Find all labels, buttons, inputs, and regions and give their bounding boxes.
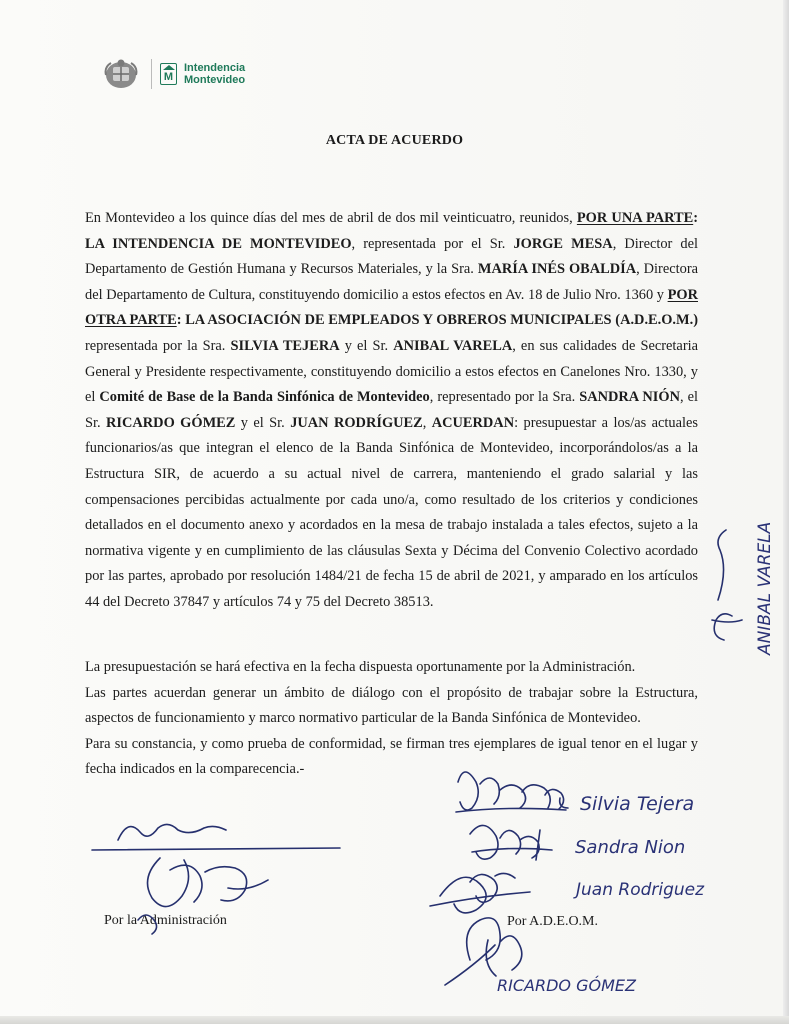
paragraph-dialogue: Las partes acuerdan generar un ámbito de diálogo con el propósito de trabajar sobre la Estructura, aspectos de funcionamiento y marco normativo particular de la Banda Sinfónica de Montevideo. [85,684,698,727]
sandra-handwritten-name: Sandra Nion [575,837,686,858]
logo-divider [151,59,152,89]
anibal-handwritten-name: ANIBAL VARELA [755,521,775,655]
paragraph-effective-date: La presupuestación se hará efectiva en la fecha dispuesta oportunamente por la Administración. [85,659,636,675]
letterhead [103,57,245,91]
document-title: ACTA DE ACUERDO [325,133,464,148]
agreement-closing [85,655,698,783]
montevideo-coat-of-arms-icon [103,57,139,91]
administration-caption: Por la Administración [104,913,227,928]
juan-handwritten-name: Juan Rodriguez [576,880,705,900]
adeom-caption: Por A.D.E.O.M. [507,914,599,929]
intendencia-logo-icon: M [160,63,177,85]
page-edge-shadow [783,0,789,1024]
paragraph-parties: En Montevideo a los quince días del mes de abril de dos mil veinticuatro, reunidos, POR UNA PARTE: LA INTENDENCIA DE MONTEVIDEO, representada por el Sr. JORGE MESA, Director del Departamento de Gestión Humana y Recursos Materiales, y la Sra. MARÍA INÉS OBALDÍA, Directora del Departamento de Cultura, constituyendo domicilio a estos efectos en Av. 18 de Julio Nro. 1360 y POR OTRA PARTE: LA ASOCIACIÓN DE EMPLEADOS Y OBREROS MUNICIPALES (A.D.E.O.M.) representada por la Sra. SILVIA TEJERA y el Sr. ANIBAL VARELA, en sus calidades de Secretaria General y Presidente respectivamente, constituyendo domicilio a estos efectos en Canelones Nro. 1330, y el Comité de Base de la Banda Sinfónica de Montevideo, representado por la Sra. SANDRA NIÓN, el Sr. RICARDO GÓMEZ y el Sr. JUAN RODRÍGUEZ, ACUERDAN: presupuestar a los/as actuales funcionarios/as que integran el elenco de la Banda Sinfónica de Montevideo, incorporándolos/as a la Estructura SIR, de acuerdo a su actual nivel de carrera, manteniendo el grado salarial y las compensaciones percibidas actualmente por cada uno/a, como resultado de los criterios y condiciones detallados en el documento anexo y acordados en la mesa de trabajo instalada a tales efectos, sujeto a la normativa vigente y en cumplimiento de las cláusulas Sexta y Décima del Convenio Colectivo acordado por las partes, aprobado por resolución 1484/21 de fecha 15 de abril de 2021, y amparado en los artículos 44 del Decreto 37847 y artículos 74 y 75 del Decreto 38513. [85,210,699,610]
paragraph-constancy: Para su constancia, y como prueba de conformidad, se firman tres ejemplares de igual tenor en el lugar y fecha indicados en la comparecencia.- [85,735,698,778]
agreement-body [85,206,698,616]
intendencia-logo-text: Intendencia Montevideo [184,62,246,86]
ricardo-handwritten-name: RICARDO GÓMEZ [497,976,636,995]
silvia-handwritten-name: Silvia Tejera [580,793,695,815]
page-bottom-shadow [0,1016,789,1024]
